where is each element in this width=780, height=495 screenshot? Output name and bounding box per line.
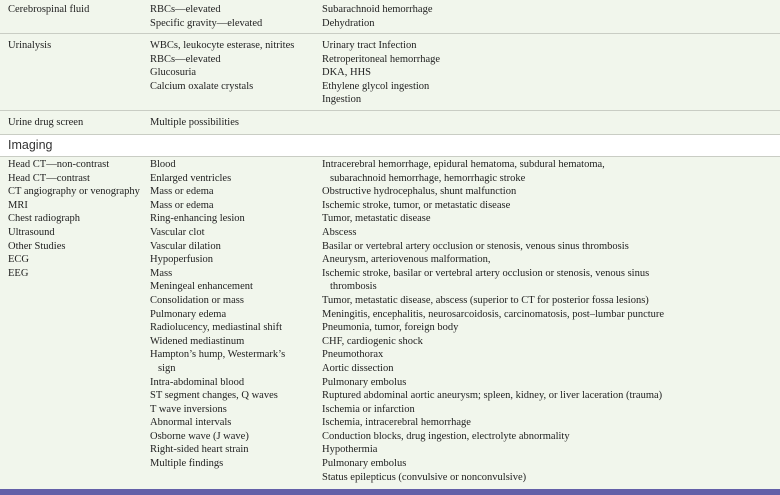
cell-line: Vascular clot: [150, 226, 205, 238]
cell-line: ST segment changes, Q waves: [150, 390, 278, 402]
cell-line: Pulmonary embolus: [322, 376, 407, 388]
imaging-heading: Imaging: [8, 138, 53, 152]
cell-line: CT angiography or venography: [8, 186, 140, 198]
cell-line: Intra-abdominal blood: [150, 376, 245, 388]
cell-line: Abscess: [322, 226, 357, 238]
cell-line: Meningitis, encephalitis, neurosarcoidosis, carcinomatosis, post–lumbar puncture: [322, 308, 665, 320]
cell-line: Aneurysm, arteriovenous malformation,: [322, 254, 491, 266]
imaging-conditions-cell: [322, 158, 664, 484]
cell-line: Chest radiograph: [8, 213, 81, 225]
cell-line: Intracerebral hemorrhage, epidural hematoma, subdural hematoma,: [322, 159, 605, 170]
cell-line: Retroperitoneal hemorrhage: [322, 53, 441, 65]
cell-line: Radiolucency, mediastinal shift: [150, 322, 282, 334]
cell-line: Subarachnoid hemorrhage: [322, 4, 433, 15]
cell-line: Hypothermia: [322, 444, 378, 456]
cell-line: Calcium oxalate crystals: [150, 80, 254, 92]
row-divider: [0, 110, 780, 111]
cell-line: Osborne wave (J wave): [150, 430, 249, 442]
cell-line: RBCs—elevated: [150, 4, 221, 15]
cell-line: Ingestion: [322, 94, 362, 106]
cell-line: Urine drug screen: [8, 117, 84, 128]
cell-line: Ethylene glycol ingestion: [322, 80, 430, 92]
cell-line: Widened mediastinum: [150, 335, 245, 347]
cell-line: Abnormal intervals: [150, 417, 232, 429]
cell-line: Tumor, metastatic disease: [322, 213, 431, 225]
cell-line: DKA, HHS: [322, 67, 372, 79]
cell-line: Glucosuria: [150, 67, 197, 79]
cell-line: Multiple findings: [150, 458, 224, 470]
imaging-section-header: [0, 135, 780, 156]
cell-line: RBCs—elevated: [150, 53, 221, 65]
cell-line: Enlarged ventricles: [150, 172, 232, 184]
cell-line: Basilar or vertebral artery occlusion or stenosis, venous sinus thrombosis: [322, 240, 629, 252]
cell-line: Ischemia, intracerebral hemorrhage: [322, 417, 471, 429]
cell-line: Status epilepticus (convulsive or nonconvulsive): [322, 471, 527, 483]
cell-line: Pneumonia, tumor, foreign body: [322, 322, 459, 334]
cell-line: Mass or edema: [150, 199, 214, 211]
cell-line: Ischemic stroke, basilar or vertebral artery occlusion or stenosis, venous sinus: [322, 267, 650, 279]
cell-line: Dehydration: [322, 17, 375, 29]
cell-line: thrombosis: [330, 281, 377, 293]
test-name-cell: [8, 116, 83, 130]
cell-line: Meningeal enhancement: [150, 281, 253, 293]
cell-line: Hypoperfusion: [150, 254, 213, 266]
cell-line: Head CT—non-contrast: [8, 159, 110, 170]
cell-line: Cerebrospinal fluid: [8, 4, 90, 15]
cell-line: sign: [158, 362, 176, 374]
cell-line: Ruptured abdominal aortic aneurysm; spleen, kidney, or liver laceration (trauma): [322, 390, 663, 402]
cell-line: Ischemic stroke, tumor, or metastatic disease: [322, 199, 511, 211]
cell-line: MRI: [8, 199, 28, 211]
conditions-cell: [322, 39, 440, 107]
cell-line: Conduction blocks, drug ingestion, electrolyte abnormality: [322, 430, 570, 442]
test-name-cell: [8, 3, 89, 17]
cell-line: Pulmonary embolus: [322, 458, 407, 470]
cell-line: ECG: [8, 254, 29, 266]
cell-line: Tumor, metastatic disease, abscess (superior to CT for posterior fossa lesions): [322, 294, 649, 306]
cell-line: Obstructive hydrocephalus, shunt malfunction: [322, 186, 517, 198]
cell-line: Mass or edema: [150, 186, 214, 198]
cell-line: Specific gravity—elevated: [150, 17, 263, 29]
cell-line: Pulmonary edema: [150, 308, 227, 320]
cell-line: subarachnoid hemorrhage, hemorrhagic stroke: [330, 172, 526, 184]
cell-line: Hampton’s hump, Westermark’s: [150, 349, 286, 361]
cell-line: EEG: [8, 267, 29, 279]
conditions-cell: [322, 3, 433, 30]
bottom-accent-bar: [0, 489, 780, 495]
imaging-findings-cell: [150, 158, 285, 471]
cell-line: CHF, cardiogenic shock: [322, 335, 423, 347]
row-divider: [0, 156, 780, 157]
cell-line: Mass: [150, 267, 173, 279]
findings-cell: [150, 116, 239, 130]
cell-line: Ultrasound: [8, 226, 55, 238]
findings-cell: [150, 3, 262, 30]
cell-line: Urinalysis: [8, 40, 52, 51]
cell-line: T wave inversions: [150, 403, 227, 415]
cell-line: Urinary tract Infection: [322, 40, 417, 51]
row-divider: [0, 33, 780, 34]
findings-cell: [150, 39, 294, 93]
cell-line: Ring-enhancing lesion: [150, 213, 245, 225]
imaging-tests-cell: [8, 158, 140, 280]
cell-line: Ischemia or infarction: [322, 403, 415, 415]
cell-line: Right-sided heart strain: [150, 444, 249, 456]
cell-line: Consolidation or mass: [150, 294, 244, 306]
cell-line: Aortic dissection: [322, 362, 394, 374]
cell-line: Vascular dilation: [150, 240, 221, 252]
cell-line: Other Studies: [8, 240, 66, 252]
cell-line: Head CT—contrast: [8, 172, 90, 184]
cell-line: Pneumothorax: [322, 349, 384, 361]
test-name-cell: [8, 39, 51, 53]
cell-line: Multiple possibilities: [150, 117, 239, 128]
cell-line: WBCs, leukocyte esterase, nitrites: [150, 40, 295, 51]
cell-line: Blood: [150, 159, 176, 170]
